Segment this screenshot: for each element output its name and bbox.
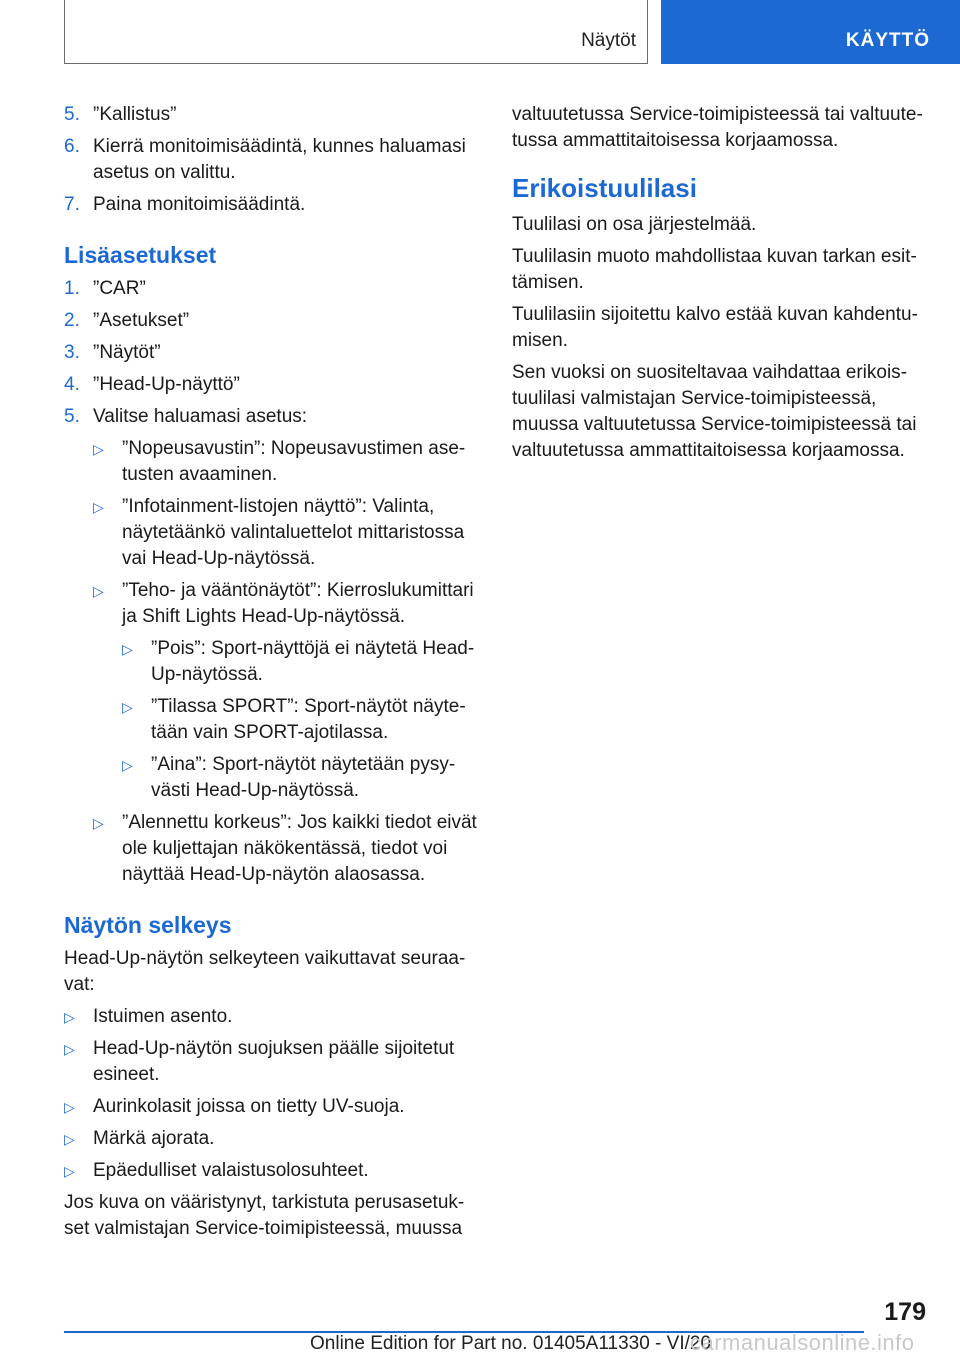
step-text: ”Asetukset” (93, 310, 190, 331)
option-text: ”Alennettu korkeus”: Jos kaikki tiedot eivät ole kuljettajan näkökentässä, tiedot voi näyttää Head-Up-näytön alaosassa. (122, 812, 477, 885)
triangle-right-icon: ▷ (93, 815, 104, 831)
step-text: ”Head-Up-näyttö” (93, 374, 240, 395)
header-chapter-tab (661, 0, 960, 64)
step-number: 5. (64, 406, 80, 427)
paragraph: Jos kuva on vääristynyt, tarkistuta perusasetukset valmistajan Service-toimipisteessä, muussa (64, 1192, 465, 1239)
option-text: ”Teho- ja vääntönäytöt”: Kierroslukumittari ja Shift Lights Head-Up-näytössä. (122, 580, 474, 627)
triangle-right-icon: ▷ (64, 1009, 75, 1025)
right-column (512, 102, 926, 470)
list-item (64, 810, 478, 888)
list-item (64, 1126, 478, 1152)
triangle-right-icon: ▷ (64, 1163, 75, 1179)
paragraph: Tuulilasiin sijoitettu kalvo estää kuvan kahdentumisen. (512, 304, 918, 351)
triangle-right-icon: ▷ (93, 499, 104, 515)
step-number: 6. (64, 136, 80, 157)
header-section-title: Näytöt (581, 30, 636, 51)
bullet-text: Märkä ajorata. (93, 1128, 215, 1149)
triangle-right-icon: ▷ (93, 583, 104, 599)
step-number: 7. (64, 194, 80, 215)
paragraph: Sen vuoksi on suositeltavaa vaihdattaa erikoistuulilasi valmistajan Service-toimipisteessä, muussa valtuutetussa Service-toimipisteessä tai valtuutetussa ammattitaitoisessa korjaamossa. (512, 362, 917, 461)
paragraph: Head-Up-näytön selkeyteen vaikuttavat seuraavat: (64, 948, 466, 995)
triangle-right-icon: ▷ (64, 1099, 75, 1115)
list-item (64, 436, 478, 488)
list-item (64, 134, 478, 186)
header-chapter-label: KÄYTTÖ (845, 30, 930, 51)
step-number: 1. (64, 278, 80, 299)
step-number: 3. (64, 342, 80, 363)
triangle-right-icon: ▷ (64, 1041, 75, 1057)
section-heading-selkeys: Näytön selkeys (64, 912, 232, 938)
step-number: 5. (64, 104, 80, 125)
step-text: ”Näytöt” (93, 342, 161, 363)
step-text: Valitse haluamasi asetus: (93, 406, 308, 427)
paragraph: Tuulilasin muoto mahdollistaa kuvan tarkan esittämisen. (512, 246, 917, 293)
bullet-text: Istuimen asento. (93, 1006, 233, 1027)
list-item (64, 1036, 478, 1088)
list-item (64, 276, 478, 302)
paragraph: valtuutetussa Service-toimipisteessä tai valtuutetussa ammattitaitoisessa korjaamossa. (512, 104, 923, 151)
list-item (64, 192, 478, 218)
sub-option-text: ”Pois”: Sport-näyttöjä ei näytetä Head-Up-näytössä. (151, 638, 475, 685)
list-item (64, 494, 478, 572)
sub-option-text: ”Aina”: Sport-näytöt näytetään pysyvästi Head-Up-näytössä. (151, 754, 456, 801)
sub-option-text: ”Tilassa SPORT”: Sport-näytöt näytetään vain SPORT-ajotilassa. (151, 696, 466, 743)
section-heading-lisaasetukset: Lisäasetukset (64, 242, 217, 268)
page-number: 179 (884, 1298, 926, 1326)
section-heading-erikoistuulilasi: Erikoistuulilasi (512, 173, 697, 203)
list-item (64, 372, 478, 398)
left-column (64, 102, 478, 1248)
step-text: Paina monitoimisäädintä. (93, 194, 306, 215)
option-text: ”Infotainment-listojen näyttö”: Valinta, näytetäänkö valintaluettelot mittaristossa vai Head-Up-näytössä. (122, 496, 465, 569)
triangle-right-icon: ▷ (122, 757, 133, 773)
step-text: ”Kallistus” (93, 104, 177, 125)
list-item (64, 1094, 478, 1120)
list-item (64, 340, 478, 366)
triangle-right-icon: ▷ (64, 1131, 75, 1147)
list-item (64, 752, 478, 804)
list-item (64, 694, 478, 746)
option-text: ”Nopeusavustin”: Nopeusavustimen asetusten avaaminen. (122, 438, 466, 485)
step-text: Kierrä monitoimisäädintä, kunnes haluamasi asetus on valittu. (93, 136, 466, 183)
step-number: 2. (64, 310, 80, 331)
bullet-text: Epäedulliset valaistusolosuhteet. (93, 1160, 369, 1181)
list-item (64, 636, 478, 688)
step-number: 4. (64, 374, 80, 395)
footer-edition: Online Edition for Part no. 01405A11330 - VI/20 (310, 1333, 712, 1354)
watermark: carmanualsonline.info (690, 1330, 915, 1355)
bullet-text: Head-Up-näytön suojuksen päälle sijoitetut esineet. (93, 1038, 455, 1085)
triangle-right-icon: ▷ (122, 641, 133, 657)
list-item (64, 1004, 478, 1030)
list-item (64, 308, 478, 334)
triangle-right-icon: ▷ (122, 699, 133, 715)
bullet-text: Aurinkolasit joissa on tietty UV-suoja. (93, 1096, 405, 1117)
triangle-right-icon: ▷ (93, 441, 104, 457)
list-item (64, 578, 478, 630)
list-item (64, 102, 478, 128)
header-frame (64, 0, 648, 64)
paragraph: Tuulilasi on osa järjestelmää. (512, 214, 757, 235)
list-item (64, 1158, 478, 1184)
step-text: ”CAR” (93, 278, 146, 299)
list-item (64, 404, 478, 430)
